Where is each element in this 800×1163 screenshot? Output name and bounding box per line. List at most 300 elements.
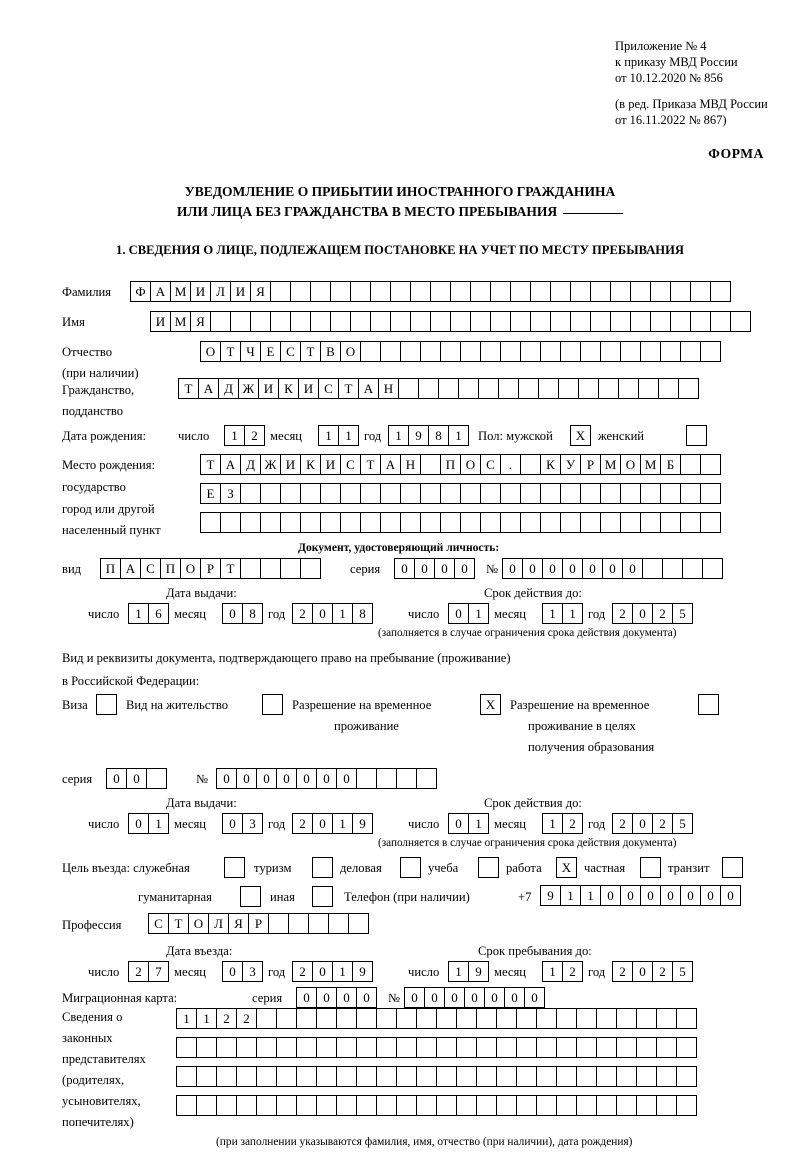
char-cell[interactable] bbox=[700, 341, 721, 362]
edu-residence-checkbox[interactable] bbox=[698, 694, 719, 715]
doc-series-cells[interactable] bbox=[394, 558, 474, 579]
char-cell[interactable]: 0 bbox=[448, 603, 469, 624]
char-cell[interactable]: 1 bbox=[580, 885, 601, 906]
char-cell[interactable] bbox=[396, 1095, 417, 1116]
char-cell[interactable] bbox=[556, 1095, 577, 1116]
char-cell[interactable]: Б bbox=[660, 454, 681, 475]
char-cell[interactable]: Т bbox=[220, 558, 241, 579]
char-cell[interactable] bbox=[636, 1066, 657, 1087]
char-cell[interactable] bbox=[670, 281, 691, 302]
char-cell[interactable] bbox=[176, 1095, 197, 1116]
char-cell[interactable]: М bbox=[600, 454, 621, 475]
char-cell[interactable] bbox=[540, 483, 561, 504]
purpose-humanitarian-checkbox[interactable] bbox=[240, 886, 261, 907]
char-cell[interactable] bbox=[576, 1008, 597, 1029]
char-cell[interactable] bbox=[500, 483, 521, 504]
char-cell[interactable] bbox=[316, 1095, 337, 1116]
char-cell[interactable]: Е bbox=[200, 483, 221, 504]
char-cell[interactable]: 1 bbox=[196, 1008, 217, 1029]
char-cell[interactable]: 2 bbox=[244, 425, 265, 446]
char-cell[interactable]: Т bbox=[338, 378, 359, 399]
char-cell[interactable] bbox=[516, 1008, 537, 1029]
legal-rep-row-3[interactable] bbox=[176, 1066, 696, 1087]
char-cell[interactable]: 0 bbox=[640, 885, 661, 906]
char-cell[interactable] bbox=[420, 483, 441, 504]
name-cells[interactable] bbox=[150, 311, 750, 332]
char-cell[interactable] bbox=[616, 1095, 637, 1116]
char-cell[interactable]: Т bbox=[360, 454, 381, 475]
char-cell[interactable]: Т bbox=[178, 378, 199, 399]
char-cell[interactable]: 0 bbox=[316, 987, 337, 1008]
char-cell[interactable] bbox=[550, 311, 571, 332]
char-cell[interactable] bbox=[640, 341, 661, 362]
char-cell[interactable] bbox=[176, 1066, 197, 1087]
char-cell[interactable] bbox=[580, 512, 601, 533]
char-cell[interactable]: 3 bbox=[242, 813, 263, 834]
char-cell[interactable]: 2 bbox=[562, 813, 583, 834]
char-cell[interactable] bbox=[416, 1037, 437, 1058]
char-cell[interactable] bbox=[480, 483, 501, 504]
char-cell[interactable] bbox=[596, 1037, 617, 1058]
char-cell[interactable]: 1 bbox=[388, 425, 409, 446]
char-cell[interactable] bbox=[276, 1037, 297, 1058]
char-cell[interactable] bbox=[616, 1066, 637, 1087]
char-cell[interactable] bbox=[616, 1008, 637, 1029]
char-cell[interactable] bbox=[300, 483, 321, 504]
char-cell[interactable] bbox=[348, 913, 369, 934]
citizenship-cells[interactable] bbox=[178, 378, 698, 399]
char-cell[interactable]: 6 bbox=[148, 603, 169, 624]
char-cell[interactable]: 0 bbox=[312, 603, 333, 624]
char-cell[interactable] bbox=[620, 483, 641, 504]
char-cell[interactable]: К bbox=[540, 454, 561, 475]
entry-day-cells[interactable] bbox=[128, 961, 168, 982]
char-cell[interactable] bbox=[380, 483, 401, 504]
char-cell[interactable] bbox=[270, 281, 291, 302]
char-cell[interactable] bbox=[630, 311, 651, 332]
char-cell[interactable] bbox=[656, 1095, 677, 1116]
char-cell[interactable] bbox=[680, 341, 701, 362]
entry-month-cells[interactable] bbox=[222, 961, 262, 982]
char-cell[interactable]: И bbox=[230, 281, 251, 302]
char-cell[interactable] bbox=[256, 1008, 277, 1029]
char-cell[interactable]: 0 bbox=[424, 987, 445, 1008]
char-cell[interactable]: 0 bbox=[222, 603, 243, 624]
char-cell[interactable] bbox=[680, 512, 701, 533]
char-cell[interactable] bbox=[410, 311, 431, 332]
char-cell[interactable] bbox=[216, 1037, 237, 1058]
char-cell[interactable] bbox=[538, 378, 559, 399]
char-cell[interactable] bbox=[460, 483, 481, 504]
char-cell[interactable] bbox=[580, 341, 601, 362]
char-cell[interactable] bbox=[350, 281, 371, 302]
char-cell[interactable] bbox=[430, 311, 451, 332]
char-cell[interactable]: 0 bbox=[236, 768, 257, 789]
char-cell[interactable]: 8 bbox=[352, 603, 373, 624]
char-cell[interactable] bbox=[400, 512, 421, 533]
char-cell[interactable] bbox=[216, 1066, 237, 1087]
char-cell[interactable] bbox=[638, 378, 659, 399]
char-cell[interactable]: П bbox=[440, 454, 461, 475]
birth-place-state-cells[interactable] bbox=[200, 454, 720, 475]
char-cell[interactable] bbox=[516, 1037, 537, 1058]
char-cell[interactable] bbox=[176, 1037, 197, 1058]
char-cell[interactable] bbox=[396, 1037, 417, 1058]
char-cell[interactable] bbox=[670, 311, 691, 332]
char-cell[interactable] bbox=[340, 483, 361, 504]
char-cell[interactable]: 2 bbox=[652, 961, 673, 982]
char-cell[interactable] bbox=[308, 913, 329, 934]
char-cell[interactable] bbox=[376, 1066, 397, 1087]
char-cell[interactable] bbox=[376, 1095, 397, 1116]
char-cell[interactable]: 1 bbox=[224, 425, 245, 446]
char-cell[interactable] bbox=[398, 378, 419, 399]
char-cell[interactable]: М bbox=[640, 454, 661, 475]
char-cell[interactable]: 0 bbox=[524, 987, 545, 1008]
char-cell[interactable]: 8 bbox=[428, 425, 449, 446]
char-cell[interactable]: 0 bbox=[444, 987, 465, 1008]
char-cell[interactable] bbox=[516, 1095, 537, 1116]
char-cell[interactable]: Т bbox=[200, 454, 221, 475]
char-cell[interactable]: 1 bbox=[560, 885, 581, 906]
char-cell[interactable]: Т bbox=[300, 341, 321, 362]
char-cell[interactable] bbox=[590, 311, 611, 332]
phone-cells[interactable] bbox=[540, 885, 740, 906]
char-cell[interactable] bbox=[676, 1008, 697, 1029]
char-cell[interactable]: 0 bbox=[336, 768, 357, 789]
char-cell[interactable] bbox=[210, 311, 231, 332]
char-cell[interactable] bbox=[240, 483, 261, 504]
char-cell[interactable] bbox=[430, 281, 451, 302]
char-cell[interactable]: 0 bbox=[222, 813, 243, 834]
char-cell[interactable]: 0 bbox=[632, 961, 653, 982]
char-cell[interactable]: 0 bbox=[216, 768, 237, 789]
char-cell[interactable] bbox=[480, 341, 501, 362]
purpose-transit-checkbox[interactable] bbox=[722, 857, 743, 878]
char-cell[interactable] bbox=[276, 1008, 297, 1029]
char-cell[interactable] bbox=[656, 1008, 677, 1029]
char-cell[interactable] bbox=[662, 558, 683, 579]
purpose-tourism-checkbox[interactable] bbox=[312, 857, 333, 878]
legal-rep-row-2[interactable] bbox=[176, 1037, 696, 1058]
stay-day-cells[interactable] bbox=[448, 961, 488, 982]
char-cell[interactable] bbox=[220, 512, 241, 533]
char-cell[interactable]: И bbox=[280, 454, 301, 475]
char-cell[interactable]: 1 bbox=[332, 603, 353, 624]
doc-issue-day-cells[interactable] bbox=[128, 603, 168, 624]
char-cell[interactable]: К bbox=[278, 378, 299, 399]
char-cell[interactable] bbox=[256, 1037, 277, 1058]
char-cell[interactable]: Л bbox=[208, 913, 229, 934]
char-cell[interactable]: М bbox=[170, 311, 191, 332]
char-cell[interactable] bbox=[396, 1066, 417, 1087]
char-cell[interactable] bbox=[476, 1008, 497, 1029]
char-cell[interactable] bbox=[570, 311, 591, 332]
char-cell[interactable]: 0 bbox=[622, 558, 643, 579]
char-cell[interactable]: И bbox=[190, 281, 211, 302]
char-cell[interactable]: 2 bbox=[292, 961, 313, 982]
char-cell[interactable] bbox=[360, 483, 381, 504]
char-cell[interactable] bbox=[436, 1008, 457, 1029]
char-cell[interactable]: Р bbox=[580, 454, 601, 475]
char-cell[interactable] bbox=[260, 483, 281, 504]
char-cell[interactable]: 5 bbox=[672, 603, 693, 624]
char-cell[interactable]: Я bbox=[190, 311, 211, 332]
char-cell[interactable] bbox=[390, 281, 411, 302]
char-cell[interactable] bbox=[270, 311, 291, 332]
char-cell[interactable] bbox=[678, 378, 699, 399]
char-cell[interactable]: 0 bbox=[542, 558, 563, 579]
char-cell[interactable]: 0 bbox=[448, 813, 469, 834]
purpose-business-checkbox[interactable] bbox=[400, 857, 421, 878]
char-cell[interactable] bbox=[630, 281, 651, 302]
doc-valid-month-cells[interactable] bbox=[542, 603, 582, 624]
char-cell[interactable]: 0 bbox=[404, 987, 425, 1008]
char-cell[interactable]: 0 bbox=[680, 885, 701, 906]
char-cell[interactable] bbox=[490, 311, 511, 332]
char-cell[interactable]: 2 bbox=[612, 603, 633, 624]
char-cell[interactable]: 0 bbox=[296, 987, 317, 1008]
char-cell[interactable]: У bbox=[560, 454, 581, 475]
char-cell[interactable] bbox=[536, 1008, 557, 1029]
char-cell[interactable] bbox=[600, 512, 621, 533]
char-cell[interactable] bbox=[456, 1008, 477, 1029]
char-cell[interactable]: 2 bbox=[612, 813, 633, 834]
char-cell[interactable] bbox=[520, 512, 541, 533]
char-cell[interactable] bbox=[440, 512, 461, 533]
char-cell[interactable]: 0 bbox=[312, 961, 333, 982]
char-cell[interactable]: 9 bbox=[408, 425, 429, 446]
char-cell[interactable] bbox=[676, 1037, 697, 1058]
char-cell[interactable]: 1 bbox=[338, 425, 359, 446]
char-cell[interactable]: С bbox=[480, 454, 501, 475]
char-cell[interactable] bbox=[360, 512, 381, 533]
char-cell[interactable] bbox=[498, 378, 519, 399]
char-cell[interactable] bbox=[540, 512, 561, 533]
char-cell[interactable]: 7 bbox=[148, 961, 169, 982]
char-cell[interactable] bbox=[300, 558, 321, 579]
char-cell[interactable] bbox=[596, 1066, 617, 1087]
char-cell[interactable] bbox=[330, 311, 351, 332]
migration-number-cells[interactable] bbox=[404, 987, 544, 1008]
char-cell[interactable] bbox=[456, 1037, 477, 1058]
char-cell[interactable] bbox=[700, 483, 721, 504]
char-cell[interactable] bbox=[420, 341, 441, 362]
char-cell[interactable]: С bbox=[140, 558, 161, 579]
char-cell[interactable] bbox=[596, 1008, 617, 1029]
char-cell[interactable] bbox=[556, 1008, 577, 1029]
permit-valid-month-cells[interactable] bbox=[542, 813, 582, 834]
char-cell[interactable] bbox=[558, 378, 579, 399]
char-cell[interactable]: А bbox=[150, 281, 171, 302]
char-cell[interactable]: 1 bbox=[542, 961, 563, 982]
char-cell[interactable] bbox=[316, 1037, 337, 1058]
char-cell[interactable]: Т bbox=[168, 913, 189, 934]
char-cell[interactable] bbox=[618, 378, 639, 399]
char-cell[interactable]: 1 bbox=[542, 813, 563, 834]
char-cell[interactable] bbox=[610, 311, 631, 332]
char-cell[interactable]: 2 bbox=[612, 961, 633, 982]
char-cell[interactable]: О bbox=[188, 913, 209, 934]
char-cell[interactable] bbox=[376, 768, 397, 789]
char-cell[interactable] bbox=[410, 281, 431, 302]
birth-place-city-cells-2[interactable] bbox=[200, 512, 720, 533]
char-cell[interactable]: 2 bbox=[652, 813, 673, 834]
char-cell[interactable]: 0 bbox=[256, 768, 277, 789]
char-cell[interactable] bbox=[540, 341, 561, 362]
char-cell[interactable] bbox=[518, 378, 539, 399]
char-cell[interactable] bbox=[420, 454, 441, 475]
char-cell[interactable] bbox=[458, 378, 479, 399]
char-cell[interactable] bbox=[230, 311, 251, 332]
char-cell[interactable] bbox=[360, 341, 381, 362]
birth-day-cells[interactable] bbox=[224, 425, 264, 446]
char-cell[interactable]: 0 bbox=[522, 558, 543, 579]
char-cell[interactable] bbox=[636, 1008, 657, 1029]
char-cell[interactable]: 1 bbox=[562, 603, 583, 624]
char-cell[interactable] bbox=[416, 1095, 437, 1116]
char-cell[interactable] bbox=[642, 558, 663, 579]
char-cell[interactable]: 2 bbox=[128, 961, 149, 982]
char-cell[interactable]: 0 bbox=[106, 768, 127, 789]
char-cell[interactable] bbox=[356, 1066, 377, 1087]
purpose-other-checkbox[interactable] bbox=[312, 886, 333, 907]
char-cell[interactable]: 9 bbox=[468, 961, 489, 982]
char-cell[interactable] bbox=[370, 281, 391, 302]
doc-valid-day-cells[interactable] bbox=[448, 603, 488, 624]
char-cell[interactable] bbox=[660, 341, 681, 362]
char-cell[interactable] bbox=[276, 1066, 297, 1087]
char-cell[interactable] bbox=[570, 281, 591, 302]
char-cell[interactable] bbox=[436, 1095, 457, 1116]
char-cell[interactable] bbox=[536, 1037, 557, 1058]
char-cell[interactable] bbox=[616, 1037, 637, 1058]
char-cell[interactable]: И bbox=[320, 454, 341, 475]
char-cell[interactable]: И bbox=[258, 378, 279, 399]
residence-permit-checkbox[interactable] bbox=[262, 694, 283, 715]
char-cell[interactable] bbox=[260, 558, 281, 579]
char-cell[interactable] bbox=[680, 454, 701, 475]
char-cell[interactable] bbox=[656, 1066, 677, 1087]
char-cell[interactable] bbox=[256, 1095, 277, 1116]
char-cell[interactable] bbox=[340, 512, 361, 533]
char-cell[interactable]: 1 bbox=[448, 425, 469, 446]
char-cell[interactable] bbox=[260, 512, 281, 533]
char-cell[interactable]: 0 bbox=[434, 558, 455, 579]
permit-series-cells[interactable] bbox=[106, 768, 166, 789]
char-cell[interactable]: Д bbox=[218, 378, 239, 399]
char-cell[interactable]: 8 bbox=[242, 603, 263, 624]
char-cell[interactable]: 1 bbox=[468, 813, 489, 834]
char-cell[interactable] bbox=[390, 311, 411, 332]
char-cell[interactable]: 0 bbox=[600, 885, 621, 906]
surname-cells[interactable] bbox=[130, 281, 730, 302]
char-cell[interactable] bbox=[610, 281, 631, 302]
char-cell[interactable] bbox=[416, 768, 437, 789]
char-cell[interactable] bbox=[320, 512, 341, 533]
char-cell[interactable] bbox=[456, 1066, 477, 1087]
purpose-work-checkbox[interactable]: Х bbox=[556, 857, 577, 878]
char-cell[interactable] bbox=[600, 341, 621, 362]
char-cell[interactable]: 0 bbox=[632, 603, 653, 624]
char-cell[interactable] bbox=[476, 1066, 497, 1087]
char-cell[interactable] bbox=[236, 1066, 257, 1087]
permit-issue-year-cells[interactable] bbox=[292, 813, 372, 834]
char-cell[interactable]: Ч bbox=[240, 341, 261, 362]
char-cell[interactable] bbox=[330, 281, 351, 302]
char-cell[interactable]: Я bbox=[228, 913, 249, 934]
char-cell[interactable] bbox=[516, 1066, 537, 1087]
char-cell[interactable] bbox=[240, 558, 261, 579]
doc-valid-year-cells[interactable] bbox=[612, 603, 692, 624]
doc-issue-month-cells[interactable] bbox=[222, 603, 262, 624]
char-cell[interactable] bbox=[576, 1066, 597, 1087]
char-cell[interactable] bbox=[280, 483, 301, 504]
char-cell[interactable]: Ф bbox=[130, 281, 151, 302]
char-cell[interactable]: В bbox=[320, 341, 341, 362]
char-cell[interactable] bbox=[560, 341, 581, 362]
char-cell[interactable] bbox=[356, 1008, 377, 1029]
char-cell[interactable] bbox=[556, 1066, 577, 1087]
char-cell[interactable] bbox=[478, 378, 499, 399]
char-cell[interactable]: 0 bbox=[502, 558, 523, 579]
char-cell[interactable]: 2 bbox=[236, 1008, 257, 1029]
char-cell[interactable] bbox=[336, 1008, 357, 1029]
char-cell[interactable]: 2 bbox=[562, 961, 583, 982]
legal-rep-row-4[interactable] bbox=[176, 1095, 696, 1116]
char-cell[interactable]: 0 bbox=[394, 558, 415, 579]
char-cell[interactable] bbox=[596, 1095, 617, 1116]
char-cell[interactable] bbox=[416, 1008, 437, 1029]
char-cell[interactable] bbox=[268, 913, 289, 934]
char-cell[interactable]: 9 bbox=[352, 813, 373, 834]
stay-year-cells[interactable] bbox=[612, 961, 692, 982]
char-cell[interactable] bbox=[436, 1037, 457, 1058]
char-cell[interactable]: О bbox=[200, 341, 221, 362]
char-cell[interactable] bbox=[690, 311, 711, 332]
char-cell[interactable]: . bbox=[500, 454, 521, 475]
char-cell[interactable] bbox=[536, 1095, 557, 1116]
char-cell[interactable]: 2 bbox=[292, 813, 313, 834]
char-cell[interactable] bbox=[496, 1037, 517, 1058]
char-cell[interactable] bbox=[460, 341, 481, 362]
char-cell[interactable]: 0 bbox=[222, 961, 243, 982]
char-cell[interactable]: 0 bbox=[660, 885, 681, 906]
char-cell[interactable] bbox=[380, 341, 401, 362]
char-cell[interactable] bbox=[440, 341, 461, 362]
char-cell[interactable]: 0 bbox=[620, 885, 641, 906]
char-cell[interactable] bbox=[576, 1037, 597, 1058]
char-cell[interactable]: 0 bbox=[414, 558, 435, 579]
char-cell[interactable]: 0 bbox=[504, 987, 525, 1008]
char-cell[interactable] bbox=[658, 378, 679, 399]
char-cell[interactable]: Я bbox=[250, 281, 271, 302]
char-cell[interactable] bbox=[290, 311, 311, 332]
permit-number-cells[interactable] bbox=[216, 768, 436, 789]
char-cell[interactable]: 0 bbox=[296, 768, 317, 789]
char-cell[interactable]: 1 bbox=[468, 603, 489, 624]
permit-valid-day-cells[interactable] bbox=[448, 813, 488, 834]
char-cell[interactable]: 0 bbox=[582, 558, 603, 579]
char-cell[interactable]: Д bbox=[240, 454, 261, 475]
char-cell[interactable] bbox=[660, 512, 681, 533]
char-cell[interactable]: 1 bbox=[128, 603, 149, 624]
char-cell[interactable] bbox=[650, 311, 671, 332]
birth-year-cells[interactable] bbox=[388, 425, 468, 446]
char-cell[interactable] bbox=[550, 281, 571, 302]
char-cell[interactable] bbox=[256, 1066, 277, 1087]
sex-female-checkbox[interactable] bbox=[686, 425, 707, 446]
